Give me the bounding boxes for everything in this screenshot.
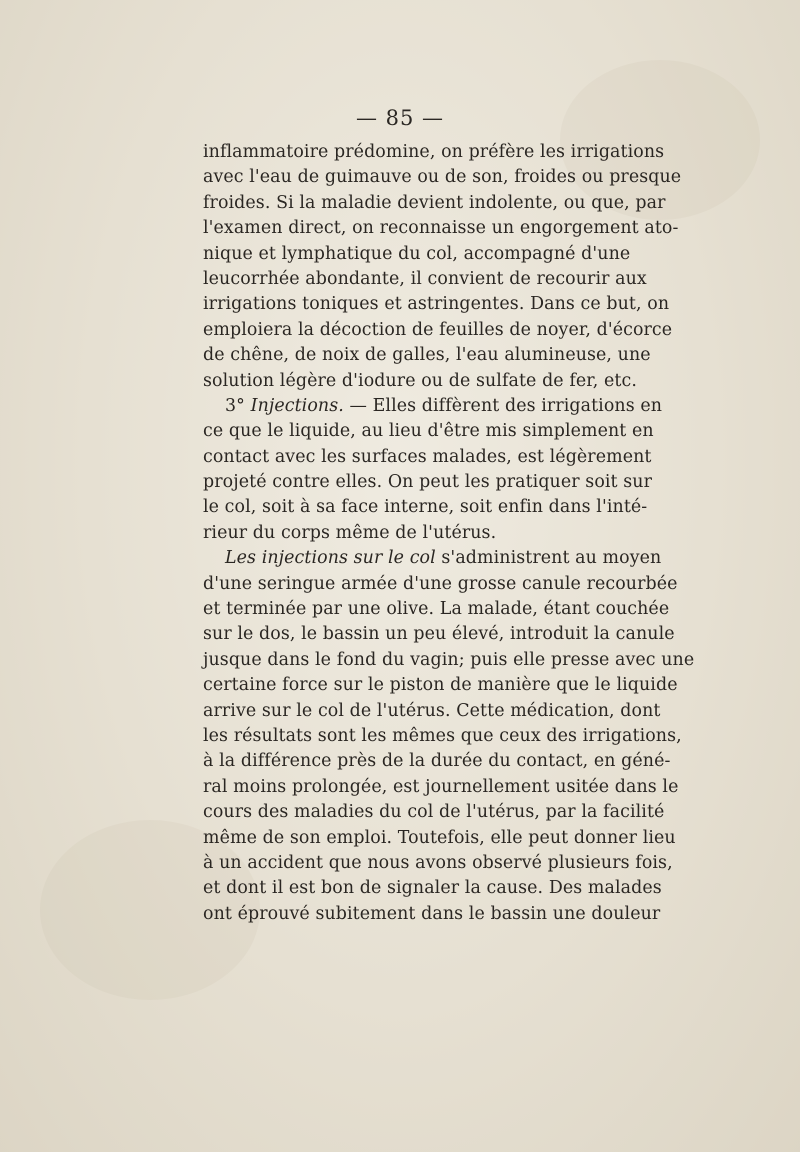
section-heading-line xyxy=(203,394,663,419)
text-line: les résultats sont les mêmes que ceux des irrigations, xyxy=(203,725,682,746)
text-line: nique et lymphatique du col, accompagné d'une xyxy=(203,243,631,264)
text-segment: — Elles diffèrent des irrigations en xyxy=(343,395,663,416)
section-number: 3° xyxy=(225,395,251,416)
text-line: à un accident que nous avons observé plusieurs fois, xyxy=(203,852,673,873)
text-line: froides. Si la maladie devient indolente, ou que, par xyxy=(203,192,666,213)
text-line: ce que le liquide, au lieu d'être mis simplement en xyxy=(203,421,654,442)
text-line: projeté contre elles. On peut les pratiquer soit sur xyxy=(203,472,653,493)
text-line: ont éprouvé subitement dans le bassin une douleur xyxy=(203,903,661,924)
text-line: solution légère d'iodure ou de sulfate de fer, etc. xyxy=(203,370,637,391)
text-line: avec l'eau de guimauve ou de son, froides ou presque xyxy=(203,167,682,188)
text-line: de chêne, de noix de galles, l'eau alumineuse, une xyxy=(203,345,651,366)
text-line: et terminée par une olive. La malade, étant couchée xyxy=(203,599,670,620)
text-line: contact avec les surfaces malades, est légèrement xyxy=(203,446,652,467)
paragraph-start-line xyxy=(203,546,662,571)
text-line: ral moins prolongée, est journellement usitée dans le xyxy=(203,776,679,797)
text-line: l'examen direct, on reconnaisse un engorgement ato- xyxy=(203,218,679,239)
text-line: jusque dans le fond du vagin; puis elle presse avec une xyxy=(203,649,695,670)
text-line: leucorrhée abondante, il convient de recourir aux xyxy=(203,268,647,289)
text-line: certaine force sur le piston de manière que le liquide xyxy=(203,675,678,696)
text-line: le col, soit à sa face interne, soit enfin dans l'inté- xyxy=(203,497,648,518)
text-line: à la différence près de la durée du contact, en géné- xyxy=(203,751,671,772)
body-text xyxy=(203,140,695,927)
text-segment: s'administrent au moyen xyxy=(435,548,662,569)
italic-phrase: Les injections sur le col xyxy=(225,548,436,569)
section-title: Injections. xyxy=(250,395,344,416)
text-line: sur le dos, le bassin un peu élevé, introduit la canule xyxy=(203,624,675,645)
text-line: même de son emploi. Toutefois, elle peut donner lieu xyxy=(203,827,676,848)
text-line: irrigations toniques et astringentes. Dans ce but, on xyxy=(203,294,670,315)
text-line: emploiera la décoction de feuilles de noyer, d'écorce xyxy=(203,319,673,340)
text-line: et dont il est bon de signaler la cause. Des malades xyxy=(203,878,662,899)
page-number: — 85 — xyxy=(355,106,445,130)
text-line: arrive sur le col de l'utérus. Cette médication, dont xyxy=(203,700,661,721)
text-line: d'une seringue armée d'une grosse canule recourbée xyxy=(203,573,678,594)
text-line: inflammatoire prédomine, on préfère les irrigations xyxy=(203,142,665,162)
text-line: cours des maladies du col de l'utérus, par la facilité xyxy=(203,802,665,823)
text-line: rieur du corps même de l'utérus. xyxy=(203,522,497,543)
